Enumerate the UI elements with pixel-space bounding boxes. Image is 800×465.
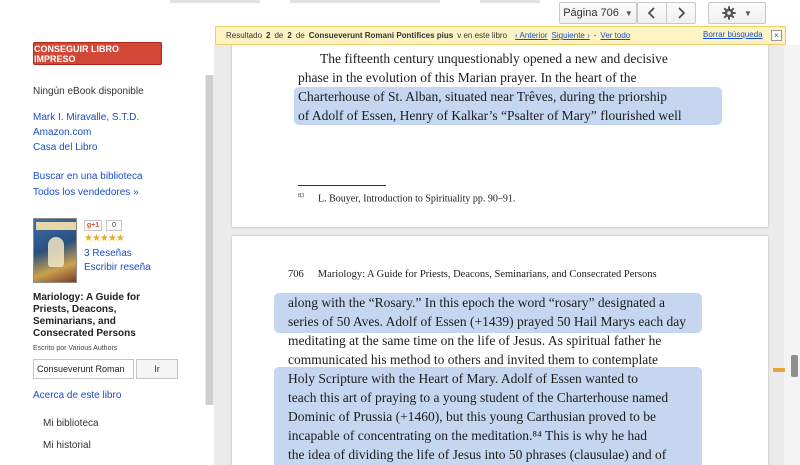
result-prefix: Resultado — [226, 31, 263, 40]
search-in-book-input[interactable]: Consueverunt Roman — [33, 359, 134, 379]
text-line: The fifteenth century unquestionably opened a new and decisive — [320, 51, 668, 66]
footnote — [298, 193, 515, 204]
result-total: 2 — [287, 31, 292, 40]
view-all-link[interactable]: Ver todo — [600, 31, 631, 40]
previous-page-button[interactable] — [637, 2, 667, 24]
text-line: series of 50 Aves. Adolf of Essen (+1439) prayed 50 Hail Marys each day — [288, 314, 687, 329]
cover-figure — [48, 237, 64, 267]
book-authors: Escrito por Various Authors — [33, 345, 118, 352]
cover-title-band — [36, 222, 76, 230]
text-line: Holy Scripture with the Heart of Mary. Adolf of Essen wanted to — [288, 371, 639, 386]
chevron-down-icon: ▼ — [624, 8, 633, 18]
text-line: communicated his method to others and invited them to contemplate — [288, 352, 659, 367]
viewer-scroll-thumb[interactable] — [791, 355, 798, 377]
text-line: Dominic of Prussia (+1460), but this young Carthusian proved to be — [288, 409, 656, 424]
all-sellers-link[interactable]: Todos los vendedores » — [33, 187, 139, 198]
settings-button[interactable] — [708, 2, 766, 24]
toolbar-edge — [170, 0, 260, 3]
next-page-button[interactable] — [666, 2, 696, 24]
clear-search-link[interactable]: Borrar búsqueda — [703, 30, 763, 39]
buy-print-book-button[interactable]: CONSEGUIR LIBRO IMPRESO — [33, 42, 162, 65]
result-suffix: v en este libro — [457, 31, 508, 40]
footnote-text: L. Bouyer, Introduction to Spirituality pp. 90–91. — [318, 193, 516, 205]
next-result-link[interactable]: Siguiente › — [551, 31, 590, 40]
text-line: teach this art of praying to a young student of the Charterhouse named — [288, 390, 669, 405]
result-query: Consueverunt Romani Pontifices pius — [308, 31, 454, 40]
sidebar — [0, 26, 205, 465]
text-line: of Adolf of Essen, Henry of Kalkar’s “Psalter of Mary” flourished well — [298, 108, 682, 123]
result-of: de — [274, 31, 284, 40]
top-toolbar — [0, 0, 800, 26]
book-viewer[interactable] — [214, 45, 784, 465]
previous-result-link[interactable]: ‹ Anterior — [515, 31, 548, 40]
menu-my-library[interactable]: Mi biblioteca — [43, 418, 99, 429]
rating-stars: ★★★★★ — [84, 233, 124, 244]
reviews-link[interactable]: 3 Reseñas — [84, 248, 132, 259]
toolbar-edge — [290, 0, 440, 3]
viewer-scrollbar[interactable] — [784, 45, 800, 465]
write-review-link[interactable]: Escribir reseña — [84, 262, 151, 273]
text-line: meditating at the same time on the life of Jesus. As spiritual father he — [288, 333, 662, 348]
book-title: Mariology: A Guide for Priests, Deacons, Seminarians, and Consecrated Persons — [33, 292, 141, 339]
book-cover-image[interactable] — [33, 218, 77, 283]
page-select-label: Página 706 — [563, 7, 619, 19]
seller-link[interactable]: Mark I. Miravalle, S.T.D. — [33, 112, 140, 123]
gear-icon — [722, 6, 736, 20]
google-plus-one-button[interactable]: g+1 — [84, 220, 102, 231]
chevron-left-icon — [647, 7, 657, 19]
search-go-button[interactable]: Ir — [136, 359, 178, 379]
seller-link[interactable]: Amazon.com — [33, 127, 92, 138]
footnote-rule — [298, 185, 386, 186]
about-book-link[interactable]: Acerca de este libro — [33, 390, 122, 401]
text-line: along with the “Rosary.” In this epoch the word “rosary” designated a — [288, 295, 666, 310]
text-line: phase in the evolution of this Marian prayer. In the heart of the — [298, 70, 637, 85]
page-number: 706 — [288, 269, 304, 280]
result-index: 2 — [266, 31, 271, 40]
search-result-bar: Resultado 2 de 2 de Consueverunt Romani Pontifices pius v en este libro ‹ Anterior Siguiente › - Ver todo Borrar búsqueda × — [215, 26, 786, 45]
menu-my-history[interactable]: Mi historial — [43, 440, 91, 451]
sidebar-scroll-thumb[interactable] — [206, 75, 213, 405]
running-head — [288, 269, 657, 280]
result-de: de — [295, 31, 305, 40]
running-head-title: Mariology: A Guide for Priests, Deacons, Seminarians, and Consecrated Persons — [317, 269, 657, 280]
no-ebook-text: Ningún eBook disponible — [33, 86, 144, 97]
footnote-number: 83 — [298, 193, 304, 199]
book-page — [232, 236, 768, 465]
chevron-down-icon: ▼ — [744, 8, 752, 18]
page-select[interactable] — [559, 2, 637, 24]
plus-one-count: 0 — [106, 220, 122, 231]
find-library-link[interactable]: Buscar en una biblioteca — [33, 171, 143, 182]
seller-link[interactable]: Casa del Libro — [33, 142, 98, 153]
chevron-right-icon — [676, 7, 686, 19]
book-page — [232, 45, 768, 227]
search-hit-marker — [773, 368, 785, 372]
text-line: Charterhouse of St. Alban, situated near Trêves, during the priorship — [298, 89, 667, 104]
toolbar-edge — [480, 0, 540, 3]
text-line: the idea of dividing the life of Jesus into 50 phrases (clausulae) and of — [288, 447, 667, 462]
text-line: incapable of concentrating on the meditation.⁸⁴ This is why he had — [288, 428, 647, 443]
close-icon[interactable]: × — [771, 30, 782, 41]
